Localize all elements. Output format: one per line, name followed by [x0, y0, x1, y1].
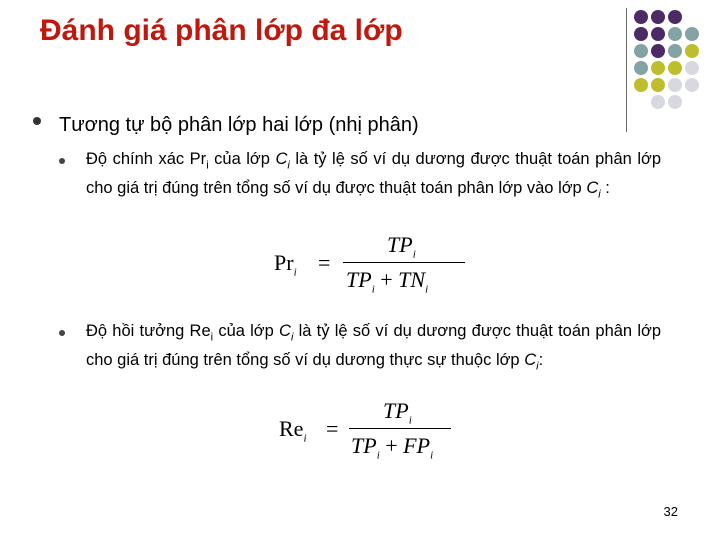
decorative-dot: [685, 27, 699, 41]
formula-equals: =: [326, 416, 339, 441]
page-number: 32: [663, 504, 678, 519]
decorative-dot: [651, 10, 665, 24]
decorative-dot: [668, 95, 682, 109]
slide-title: Đánh giá phân lớp đa lớp: [40, 14, 403, 47]
precision-text-2: của lớp: [208, 150, 276, 168]
precision-sub: i: [206, 159, 209, 172]
sub-bullet-dot: [59, 158, 65, 164]
class-symbol: C: [586, 179, 599, 198]
decorative-dot: [685, 78, 699, 92]
decorative-dot: [651, 27, 665, 41]
decorative-dot: [668, 27, 682, 41]
decorative-dot: [634, 61, 648, 75]
decorative-dot: [651, 61, 665, 75]
decorative-dot: [634, 10, 648, 24]
formula-equals: =: [318, 250, 331, 275]
decorative-dot: [668, 61, 682, 75]
decorative-dot: [651, 78, 665, 92]
recall-text-3: là tỷ lệ số ví dụ dương được thuật toán phân lớp cho giá trị đúng trên tổng số ví dụ dương thực sự thuộc lớp: [86, 322, 661, 370]
recall-text-4: :: [538, 351, 544, 370]
formula-denominator: $TP_i + TN_i$: [346, 267, 429, 296]
formula-lhs: Pr: [274, 250, 294, 275]
decorative-dot: [634, 27, 648, 41]
class-symbol: C: [524, 351, 537, 370]
class-sub: i: [287, 159, 290, 172]
decorative-dot: [634, 78, 648, 92]
recall-text-1: Độ hồi tưởng Re: [86, 322, 211, 340]
class-sub: i: [598, 188, 601, 201]
class-sub: i: [290, 331, 294, 344]
bullet-dot: [33, 117, 41, 125]
sub-bullet-dot: [59, 330, 65, 336]
fraction-bar: [343, 262, 465, 263]
recall-text-2: của lớp: [213, 322, 280, 340]
formula-lhs-sub: i: [303, 432, 307, 445]
decorative-dot: [651, 95, 665, 109]
class-symbol: C: [279, 322, 291, 340]
decorative-dot: [651, 44, 665, 58]
precision-text-1: Độ chính xác Pr: [86, 150, 207, 168]
decorative-dot: [668, 78, 682, 92]
recall-paragraph: [86, 320, 661, 379]
decorative-dot: [634, 44, 648, 58]
recall-sub: i: [210, 331, 214, 344]
decorative-dot: [668, 10, 682, 24]
class-sub: i: [536, 360, 539, 373]
precision-paragraph: [86, 148, 661, 207]
class-symbol: C: [275, 150, 288, 168]
precision-text-3: là tỷ lệ số ví dụ dương được thuật toán phân lớp cho giá trị đúng trên tổng số ví dụ được thuật toán phân lớp vào lớp: [86, 150, 661, 198]
formula-numerator: $TP_i$: [387, 232, 416, 261]
main-bullet-text: Tương tự bộ phân lớp hai lớp (nhị phân): [59, 114, 419, 136]
fraction-bar: [349, 428, 451, 429]
title-divider-line: [626, 8, 627, 132]
formula-lhs-sub: i: [293, 266, 297, 279]
decorative-dot: [685, 61, 699, 75]
decorative-dot: [685, 44, 699, 58]
formula-lhs: Re: [279, 416, 304, 441]
formula-denominator: $TP_i + FP_i$: [351, 433, 434, 462]
precision-text-4: :: [600, 179, 610, 198]
formula-numerator: $TP_i$: [383, 398, 412, 427]
decorative-dot: [668, 44, 682, 58]
